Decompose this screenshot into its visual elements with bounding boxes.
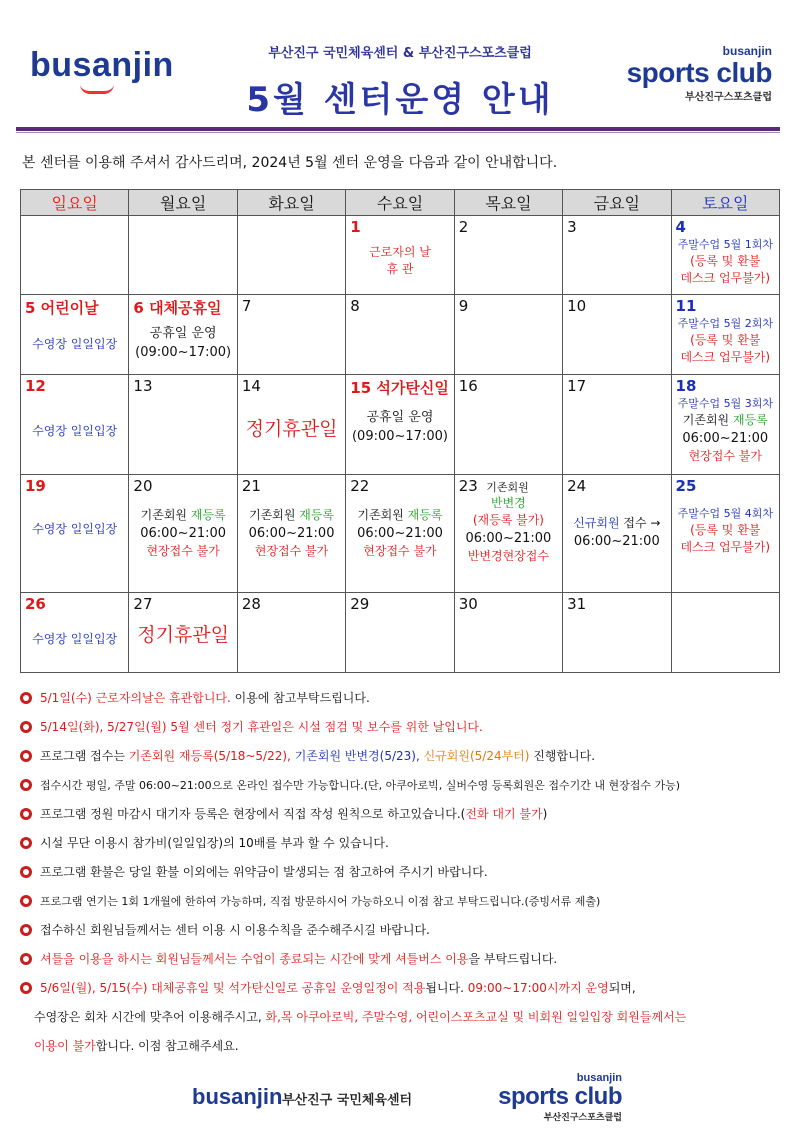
notice-text: 되며, <box>608 981 636 995</box>
day-note: 06:00~21:00 <box>573 534 660 549</box>
day-note: 06:00~21:00 <box>357 526 443 541</box>
busanjin-logo: busanjin <box>30 46 174 84</box>
day-note-part: 접수 → <box>619 516 661 530</box>
day-cell <box>671 216 779 295</box>
day-note: (등록 및 환불 <box>690 523 761 537</box>
day-cell <box>563 216 671 295</box>
day-number: 19 <box>25 477 46 495</box>
day-number: 16 <box>458 377 478 395</box>
weekday-sunday: 일요일 <box>21 190 129 216</box>
day-note: (재등록 불가) <box>472 513 544 527</box>
bullet-icon <box>20 808 32 820</box>
notice-item <box>20 978 790 1007</box>
notice-item <box>20 920 790 949</box>
notice-text: 기존회원 재등록(5/18~5/22), <box>128 749 295 763</box>
notice-text: 수영장은 회차 시간에 맞추어 이용해주시고, <box>34 1010 266 1024</box>
day-number: 23 <box>458 477 478 495</box>
notice-text: 프로그램 환불은 당일 환불 이외에는 위약금이 발생되는 점 참고하여 주시기 바랍니다. <box>40 865 488 879</box>
notice-text: 셔틀을 이용을 하시는 회원님들께서는 수업이 종료되는 시간에 맞게 셔틀버스 이용 <box>40 952 469 966</box>
bullet-icon <box>20 953 32 965</box>
sports-club-logo-big: sports club <box>626 57 772 88</box>
day-note: 06:00~21:00 <box>682 431 769 446</box>
day-cell <box>454 375 562 475</box>
day-number: 2 <box>458 218 469 236</box>
day-cell <box>129 475 237 593</box>
bullet-icon <box>20 779 32 791</box>
day-cell <box>563 375 671 475</box>
day-note-part: 신규회원 <box>573 516 620 530</box>
day-note: 주말수업 5월 1회차 <box>677 238 773 251</box>
header-divider-thin <box>16 132 780 133</box>
day-note-part: 기존회원 <box>249 508 300 522</box>
notice-item <box>20 775 790 804</box>
notice-item <box>20 833 790 862</box>
day-number: 27 <box>133 595 153 613</box>
footer-busanjin-logo: busanjin <box>192 1084 283 1109</box>
weekday-friday: 금요일 <box>563 190 671 216</box>
day-note: 수영장 일일입장 <box>32 337 118 351</box>
day-number: 8 <box>350 297 360 315</box>
day-note: 현장접수 불가 <box>146 544 220 558</box>
weekday-saturday: 토요일 <box>671 190 779 216</box>
notice-text: 프로그램 연기는 1회 1개월에 한하여 가능하며, 직접 방문하시어 가능하오니 이점 참고 부탁드립니다.(증빙서류 제출) <box>40 895 601 908</box>
day-cell <box>21 375 129 475</box>
day-cell <box>346 295 454 375</box>
day-note: 기존회원 <box>486 481 529 494</box>
day-number: 21 <box>241 477 261 495</box>
day-note: 반변경현장접수 <box>467 549 549 563</box>
day-note: 데스크 업무불가) <box>680 540 771 554</box>
bullet-icon <box>20 866 32 878</box>
notice-text: 을 부탁드립니다. <box>468 952 558 966</box>
weekday-wednesday: 수요일 <box>346 190 454 216</box>
day-note-part: 재등록 <box>407 508 443 522</box>
notice-text: 화,목 아쿠아로빅, 주말수영, 어린이스포츠교실 및 비회원 일일입장 회원들께서는 <box>265 1010 687 1024</box>
notice-item <box>20 717 790 746</box>
day-number: 9 <box>458 297 469 315</box>
day-note: 06:00~21:00 <box>248 526 335 541</box>
footer-sports-club-big: sports club <box>498 1083 622 1110</box>
notice-text: 시설 무단 이용시 참가비(일일입장)의 10배를 부과 할 수 있습니다. <box>40 836 389 850</box>
day-note: 현장접수 불가 <box>688 449 762 463</box>
day-cell <box>671 475 779 593</box>
day-cell <box>671 295 779 375</box>
day-number: 5 어린이날 <box>25 299 99 317</box>
day-cell <box>563 475 671 593</box>
footer-sports-club-small: busanjin <box>576 1072 622 1084</box>
sports-club-logo-small: busanjin <box>722 44 772 58</box>
notice-item <box>20 891 790 920</box>
day-note <box>133 507 232 524</box>
day-number: 12 <box>25 377 46 395</box>
day-note-part: 기존회원 <box>357 508 408 522</box>
day-note <box>350 507 449 524</box>
day-number: 11 <box>675 297 697 315</box>
day-note: 수영장 일일입장 <box>32 632 118 646</box>
day-note: 공휴일 운영 <box>366 410 434 425</box>
sports-club-logo <box>622 44 772 103</box>
day-note: 주말수업 5월 2회차 <box>677 317 773 330</box>
footer-center-name: 부산진구 국민체육센터 <box>282 1093 413 1108</box>
day-note-part: 재등록 <box>190 508 226 522</box>
day-cell <box>346 375 454 475</box>
bullet-icon <box>20 924 32 936</box>
day-note-part: 기존회원 <box>682 413 733 427</box>
footer-sports-club-korean: 부산진구스포츠클럽 <box>543 1113 622 1123</box>
day-cell <box>346 216 454 295</box>
day-number: 28 <box>241 595 261 613</box>
notice-item <box>20 746 790 775</box>
sports-club-logo-korean: 부산진구스포츠클럽 <box>685 92 772 103</box>
day-note: 공휴일 운영 <box>149 326 217 341</box>
notice-text: 신규회원(5/24부터) <box>423 749 530 763</box>
day-number: 13 <box>133 377 153 395</box>
bullet-icon <box>20 750 32 762</box>
day-cell <box>21 295 129 375</box>
day-note: 수영장 일일입장 <box>32 522 118 536</box>
header <box>0 0 800 135</box>
notice-text: 프로그램 정원 마감시 대기자 등록은 현장에서 직접 작성 원칙으로 하고있습니다.( <box>40 807 466 821</box>
notice-list <box>20 688 790 1065</box>
day-note: (등록 및 환불 <box>690 333 761 347</box>
header-divider <box>16 127 780 131</box>
day-cell-empty <box>129 216 237 295</box>
day-number: 31 <box>567 595 587 613</box>
notice-text: 전화 대기 불가 <box>465 807 543 821</box>
intro-text: 본 센터를 이용해 주셔서 감사드리며, 2024년 5월 센터 운영을 다음과 같이 안내합니다. <box>22 155 558 171</box>
day-cell <box>563 593 671 673</box>
notice-text: 프로그램 접수는 <box>40 749 129 763</box>
notice-item <box>20 949 790 978</box>
notice-item <box>20 804 790 833</box>
day-note: 수영장 일일입장 <box>32 424 118 438</box>
header-subtitle: 부산진구 국민체육센터 & 부산진구스포츠클럽 <box>268 46 532 61</box>
day-note: 06:00~21:00 <box>465 531 552 546</box>
day-cell <box>129 295 237 375</box>
day-note: 주말수업 5월 4회차 <box>677 507 773 520</box>
notice-item <box>20 862 790 891</box>
day-note: 데스크 업무불가) <box>680 350 771 364</box>
page-title: 5월 센터운영 안내 <box>246 80 554 120</box>
day-note: 근로자의 날 <box>369 245 431 259</box>
notice-text: 5/1일(수) 근로자의날은 휴관합니다. <box>40 691 231 705</box>
day-note: 현장접수 불가 <box>254 544 329 558</box>
calendar-table <box>20 189 780 673</box>
notice-text: 이용이 불가 <box>34 1039 96 1053</box>
day-note <box>567 515 666 532</box>
day-cell <box>454 295 562 375</box>
bullet-icon <box>20 692 32 704</box>
day-note: 주말수업 5월 3회차 <box>677 397 773 410</box>
day-cell <box>237 375 345 475</box>
day-number: 18 <box>675 377 697 395</box>
day-note-part: 재등록 <box>299 508 335 522</box>
bullet-icon <box>20 982 32 994</box>
bullet-icon <box>20 837 32 849</box>
day-number: 14 <box>241 377 261 395</box>
day-number: 15 석가탄신일 <box>350 379 449 397</box>
day-number: 29 <box>350 595 370 613</box>
day-number: 1 <box>350 218 361 236</box>
day-note-part: 기존회원 <box>140 508 191 522</box>
day-cell <box>129 375 237 475</box>
notice-text: 이용에 참고부탁드립니다. <box>230 691 370 705</box>
notice-continuation <box>20 1036 790 1065</box>
notice-text: 접수시간 평일, 주말 06:00~21:00으로 온라인 접수만 가능합니다.(단, 아쿠아로빅, 실버수영 등록회원은 접수기간 내 현장접수 가능) <box>40 779 681 792</box>
notice-text: 기존회원 반변경(5/23), <box>294 749 424 763</box>
day-cell <box>346 475 454 593</box>
day-note <box>242 507 341 524</box>
weekday-tuesday: 화요일 <box>237 190 345 216</box>
day-cell <box>237 593 345 673</box>
footer <box>0 1072 800 1123</box>
day-cell-empty <box>21 216 129 295</box>
day-note: 데스크 업무불가) <box>680 271 771 285</box>
notice-continuation <box>20 1007 790 1036</box>
day-number: 26 <box>25 595 46 613</box>
day-number: 7 <box>241 297 252 315</box>
day-number: 3 <box>567 218 577 236</box>
day-cell <box>671 375 779 475</box>
bullet-icon <box>20 721 32 733</box>
day-cell-empty <box>237 216 345 295</box>
footer-sports-club-logo <box>462 1072 622 1123</box>
day-cell <box>454 475 562 593</box>
notice-text: ) <box>542 807 548 821</box>
bullet-icon <box>20 895 32 907</box>
weekday-monday: 월요일 <box>129 190 237 216</box>
day-note: 현장접수 불가 <box>363 544 437 558</box>
day-number: 22 <box>350 477 370 495</box>
day-cell <box>454 216 562 295</box>
notice-text: 합니다. 이점 참고해주세요. <box>95 1039 239 1053</box>
day-number: 17 <box>567 377 587 395</box>
day-cell <box>237 295 345 375</box>
day-note: 정기휴관일 <box>245 418 338 440</box>
weekday-thursday: 목요일 <box>454 190 562 216</box>
day-number: 30 <box>458 595 478 613</box>
day-note: (09:00~17:00) <box>135 345 232 360</box>
day-number: 20 <box>133 477 153 495</box>
day-number: 6 대체공휴일 <box>133 299 222 317</box>
day-cell <box>563 295 671 375</box>
day-number: 4 <box>675 218 686 236</box>
day-cell-empty <box>671 593 779 673</box>
day-number: 24 <box>567 477 587 495</box>
day-cell <box>237 475 345 593</box>
day-note: 06:00~21:00 <box>140 526 227 541</box>
day-cell <box>346 593 454 673</box>
day-cell <box>21 475 129 593</box>
day-note <box>676 412 775 429</box>
day-cell <box>454 593 562 673</box>
notice-text: 됩니다. <box>425 981 468 995</box>
day-note: 휴 관 <box>386 262 414 276</box>
notice-text: 5/14일(화), 5/27일(월) 5월 센터 정기 휴관일은 시설 점검 및 보수를 위한 날입니다. <box>40 720 483 734</box>
notice-text: 진행합니다. <box>529 749 596 763</box>
day-note: (등록 및 환불 <box>690 254 761 268</box>
day-number: 10 <box>567 297 587 315</box>
day-note: (09:00~17:00) <box>351 429 448 444</box>
day-cell <box>129 593 237 673</box>
day-note: 반변경 <box>491 496 526 510</box>
notice-text: 09:00~17:00시까지 운영 <box>467 981 609 995</box>
notice-item <box>20 688 790 717</box>
day-number: 25 <box>675 477 697 495</box>
day-note: 정기휴관일 <box>137 624 230 646</box>
day-cell <box>21 593 129 673</box>
day-note-part: 재등록 <box>732 413 768 427</box>
notice-text: 5/6일(월), 5/15(수) 대체공휴일 및 석가탄신일로 공휴일 운영일정이 적용 <box>40 981 426 995</box>
notice-text: 접수하신 회원님들께서는 센터 이용 시 이용수칙을 준수해주시길 바랍니다. <box>40 923 430 937</box>
